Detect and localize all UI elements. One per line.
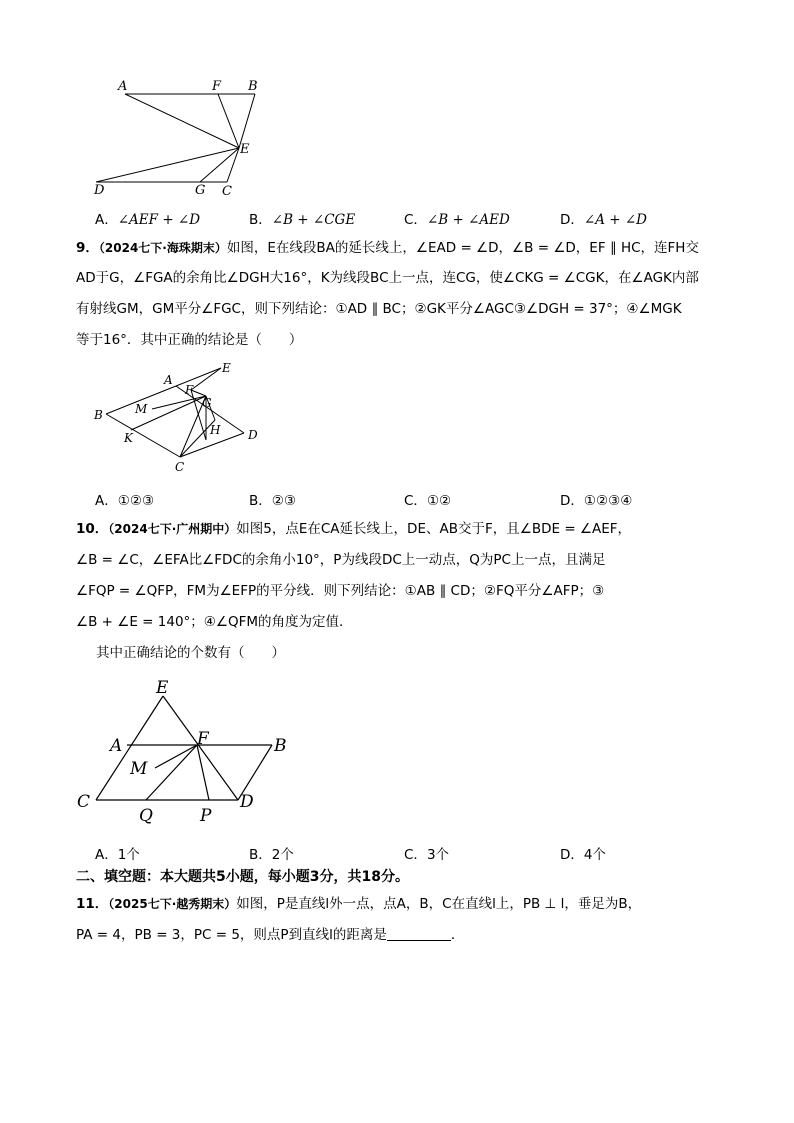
- label-D: D: [248, 428, 258, 442]
- q11-source: （2025七下·越秀期末）: [108, 897, 237, 911]
- label-E: E: [156, 678, 169, 698]
- label-A: A: [110, 736, 123, 756]
- q9-option-c[interactable]: C．①②: [404, 493, 452, 509]
- q9-option-d[interactable]: D．①②③④: [560, 493, 633, 509]
- q8-option-a[interactable]: A．∠AEF + ∠D: [95, 212, 201, 228]
- q9-option-a[interactable]: A．①②③: [95, 493, 155, 509]
- q10-option-a[interactable]: A．1个: [95, 847, 140, 863]
- q8-option-c[interactable]: C．∠B + ∠AED: [404, 212, 510, 228]
- label-C: C: [175, 460, 185, 474]
- q9-line-3: 有射线GM，GM平分∠FGC，则下列结论：①AD ∥ BC；②GK平分∠AGC③∠DGH = 37°；④∠MGK: [76, 301, 682, 317]
- label-K: K: [124, 431, 133, 445]
- q9-option-b[interactable]: B．②③: [249, 493, 296, 509]
- label-B: B: [94, 408, 103, 422]
- label-B: B: [248, 79, 258, 94]
- q10-option-b[interactable]: B．2个: [249, 847, 294, 863]
- label-M: M: [130, 759, 148, 779]
- q10-line-5: 其中正确结论的个数有（ ）: [96, 645, 285, 661]
- figure-q9: [88, 360, 268, 476]
- q11-line-2: PA = 4，PB = 3，PC = 5，则点P到直线l的距离是 ．: [76, 927, 465, 943]
- q9-line-2: AD于G，∠FGA的余角比∠DGH大16°，K为线段BC上一点，连CG，使∠CKG = ∠CGK，在∠AGK内部: [76, 270, 699, 286]
- answer-blank[interactable]: [387, 926, 451, 941]
- label-G: G: [195, 183, 206, 198]
- label-D: D: [240, 792, 254, 812]
- label-F: F: [197, 729, 209, 749]
- q8-option-d[interactable]: D．∠A + ∠D: [560, 212, 647, 228]
- label-A: A: [164, 373, 173, 387]
- label-M: M: [135, 402, 148, 416]
- q10-option-c[interactable]: C．3个: [404, 847, 450, 863]
- label-E: E: [240, 142, 250, 157]
- q9-line-1: 9．（2024七下·海珠期末）如图，E在线段BA的延长线上，∠EAD = ∠D，∠B = ∠D，EF ∥ HC，连FH交: [76, 240, 699, 256]
- figure-q10: [74, 676, 304, 828]
- q10-number: 10．: [76, 521, 109, 537]
- q9-number: 9．: [76, 240, 99, 256]
- label-F: F: [212, 79, 222, 94]
- label-G: G: [202, 396, 212, 410]
- q11-line-1: 11．（2025七下·越秀期末）如图，P是直线l外一点，点A，B，C在直线l上，PB ⊥ l，垂足为B，: [76, 896, 642, 912]
- label-C: C: [77, 792, 91, 812]
- q11-number: 11．: [76, 896, 109, 912]
- label-P: P: [200, 806, 212, 826]
- q10-line-1: 10．（2024七下·广州期中）如图5，点E在CA延长线上，DE、AB交于F，且∠BDE = ∠AEF，: [76, 521, 632, 537]
- q10-line-2: ∠B = ∠C，∠EFA比∠FDC的余角小10°，P为线段DC上一动点，Q为PC上一点，且满足: [76, 552, 606, 568]
- label-A: A: [118, 79, 128, 94]
- q10-option-d[interactable]: D．4个: [560, 847, 606, 863]
- q8-option-b[interactable]: B．∠B + ∠CGE: [249, 212, 356, 228]
- q9-source: （2024七下·海珠期末）: [98, 241, 227, 255]
- q9-line-4: 等于16°．其中正确的结论是（ ）: [76, 332, 303, 348]
- q10-source: （2024七下·广州期中）: [108, 522, 237, 536]
- label-Q: Q: [139, 806, 153, 826]
- label-D: D: [94, 183, 105, 198]
- label-F: F: [185, 383, 194, 397]
- section-2-title: 二、填空题：本大题共5小题，每小题3分，共18分。: [76, 869, 409, 885]
- label-E: E: [222, 361, 231, 375]
- q10-line-3: ∠FQP = ∠QFP，FM为∠EFP的平分线．则下列结论：①AB ∥ CD；②FQ平分∠AFP；③: [76, 583, 605, 599]
- label-C: C: [222, 184, 232, 199]
- figure-q8: [88, 74, 278, 200]
- q10-line-4: ∠B + ∠E = 140°；④∠QFM的角度为定值．: [76, 614, 353, 630]
- label-B: B: [274, 736, 287, 756]
- label-H: H: [210, 423, 221, 437]
